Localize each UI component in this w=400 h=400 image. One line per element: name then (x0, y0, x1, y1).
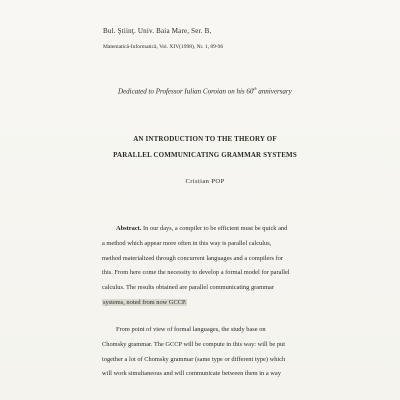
abstract-line: this. From here come the necessity to develop a formal model for parallel (102, 269, 290, 277)
intro-line: together a lot of Chomsky grammar (same type or different type) which (102, 355, 286, 363)
abstract-line: calculus. The results obtained are parallel communicating grammar (102, 284, 275, 292)
abstract-label: Abstract. (116, 225, 142, 232)
author-name: Cristian POP (185, 178, 225, 185)
abstract-line-1-text: In our days, a compiler to be efficient must be quick and (141, 225, 288, 232)
intro-line: From point of view of formal languages, the study base on (116, 326, 266, 333)
journal-volume: Matematică-Informatică, Vol. XIV(1998), Nr. 1, 89-96 (103, 44, 224, 50)
journal-header: Bul. Ştiinţ. Univ. Baia Mare, Ser. B, (103, 27, 212, 35)
title-line-1: AN INTRODUCTION TO THE THEORY OF (133, 135, 277, 143)
abstract-line-highlighted: systems, noted from now GCCP. (103, 298, 187, 306)
title-line-2: PARALLEL COMMUNICATING GRAMMAR SYSTEMS (113, 151, 297, 159)
abstract-line: a method which appear more often in this way is parallel calculus, (102, 239, 272, 247)
abstract-line (102, 296, 314, 311)
paper-title (60, 131, 350, 163)
abstract-line: method materialized through concurrent languages and a compilers for (102, 254, 284, 262)
dedication-tail: anniversary (256, 87, 292, 96)
intro-line: Chomsky grammar. The GCCP will be compute in this way: will be put (102, 340, 286, 348)
dedication-text: Dedicated to Professor Iulian Coroian on his 60 (118, 87, 254, 96)
dedication (118, 86, 292, 95)
abstract-line-1 (102, 222, 314, 237)
intro-line: will work simultaneous and will communicate between them in a way (102, 370, 281, 378)
dedication-superscript: th (253, 86, 257, 91)
abstract (102, 222, 314, 311)
introduction (102, 323, 314, 382)
